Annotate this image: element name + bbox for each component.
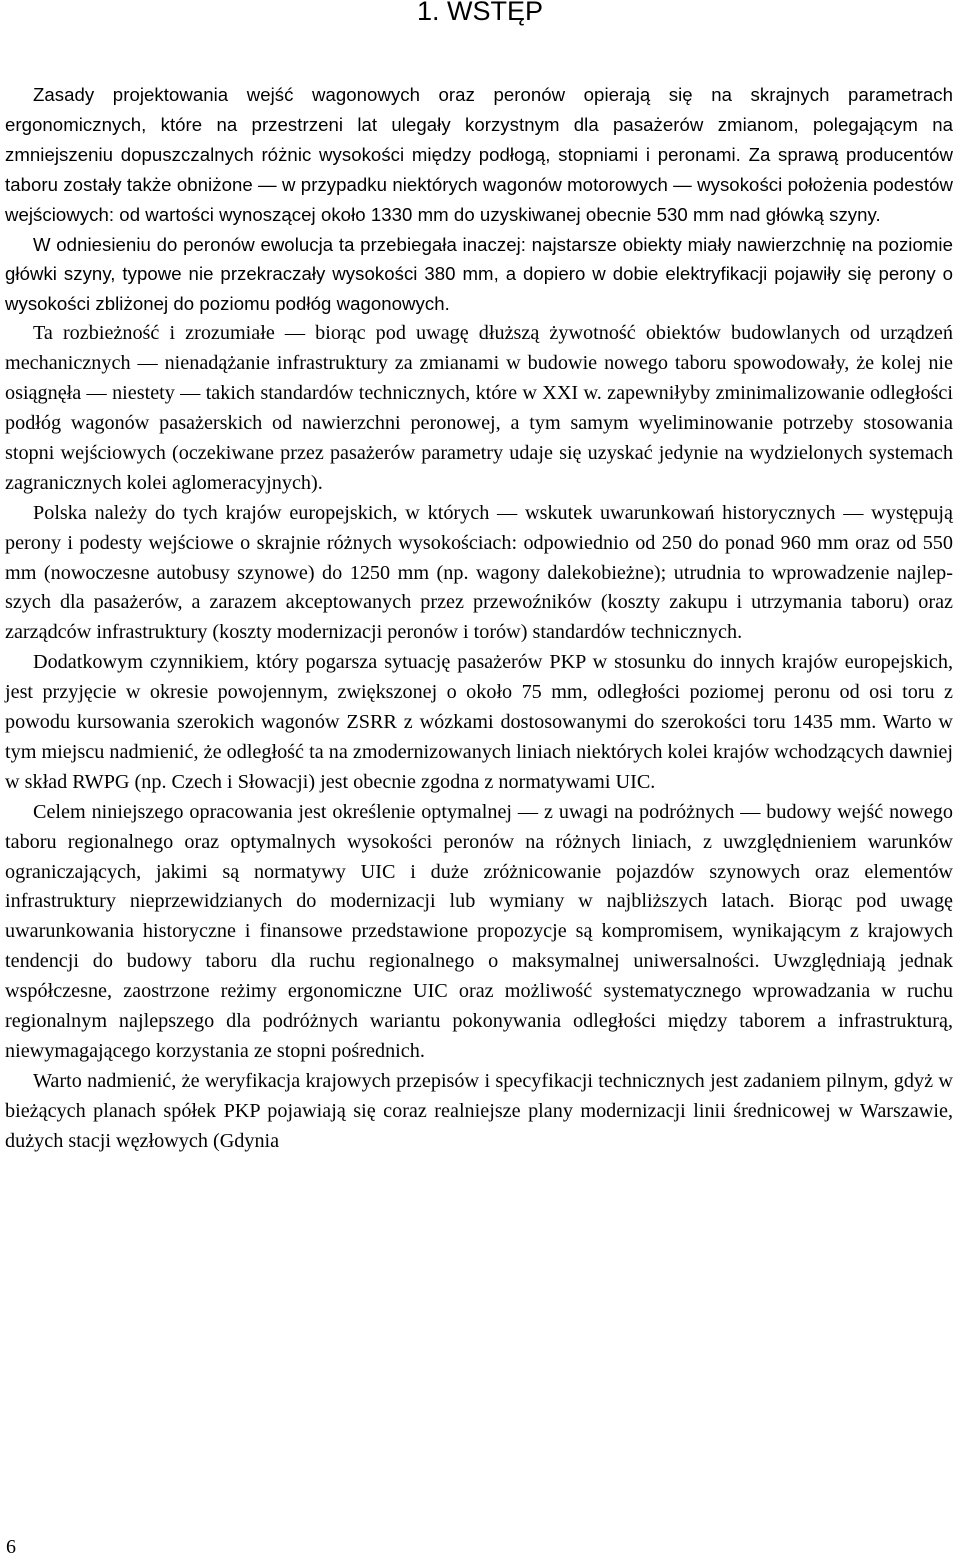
section-heading: 1. WSTĘP: [416, 0, 544, 26]
paragraph-1: Zasady projektowania wejść wagonowych oraz peronów opierają się na skrajnych parametrach ergonomicznych, które na przestrzeni lat ulegały korzystnym dla pasażerów zmianom, polegającym na zmniejszeniu dopuszczalnych różnic wysokości między podłogą, stopniami i peronami. Za sprawą producentów taboru zostały także obniżone — w przypadku niektórych wagonów motorowych — wysokości położenia podestów wejściowych: od wartości wynoszącej około 1330 mm do uzyskiwanej obecnie 530 mm nad główką szyny.: [5, 84, 953, 225]
paragraph-5: Dodatkowym czynnikiem, który pogarsza sytuację pasażerów PKP w stosunku do innych krajów europejskich, jest przyjęcie w okresie powojennym, zwiększonej o około 75 mm, odległości poziomej peronu od osi toru z powodu kursowania szerokich wagonów ZSRR z wózkami dostosowanymi do szerokości toru 1435 mm. Warto w tym miejscu nadmienić, że odległość ta na zmodernizowanych liniach niektórych kolei krajów wchodzących dawniej w skład RWPG (np. Czech i Słowacji) jest obecnie zgodna z normatywami UIC.: [5, 651, 953, 793]
paragraph-3: Ta rozbieżność i zrozumiałe — biorąc pod uwagę dłuższą żywotność obiektów budowlanych od urządzeń mechanicznych — nienadążanie infrastruktury za zmianami w budowie nowego taboru spowodowały, że kolej nie osiągnęła — niestety — takich standardów technicznych, które w XXI w. zapewniłyby zminimalizowanie odległości podłóg wagonów pasażerskich od nawierzchni peronowej, a tym samym wyeliminowanie potrzeby stosowania stopni wejściowych (oczekiwane przez pasażerów parametry udaje się uzyskać jedynie na wydzielonych systemach zagranicznych kolei aglomeracyjnych).: [5, 322, 953, 494]
paragraph-7: Warto nadmienić, że weryfikacja krajowych przepisów i specyfikacji technicznych jest zadaniem pilnym, gdyż w bieżących planach spółek PKP pojawiają się coraz realniejsze plany modernizacji linii średnicowej w Warszawie, dużych stacji węzłowych (Gdynia: [5, 1069, 953, 1152]
body-text: [5, 80, 953, 1157]
paragraph-4: Polska należy do tych krajów europejskich, w których — wskutek uwarunkowań historycznych — występują perony i podesty wejściowe o skrajnie różnych wysokościach: odpowiednio od 250 do ponad 960 mm oraz od 550 mm (nowoczesne autobusy szynowe) do 1250 mm (np. wagony dalekobieżne); utrudnia to wprowadzenie najlepszych dla pasażerów, a zarazem akceptowanych przez przewoźników (koszty zakupu i utrzymania taboru) oraz zarządców infrastruktury (koszty modernizacji peronów i torów) standardów technicznych.: [5, 501, 953, 644]
paragraph-6: Celem niniejszego opracowania jest określenie optymalnej — z uwagi na podróżnych — budowy wejść nowego taboru regionalnego oraz optymalnych wysokości peronów na różnych liniach, z uwzględnieniem warunków ograniczających, jakimi są normatywy UIC i duże zróżnicowanie pojazdów szynowych oraz elementów infrastruktury nieprzewidzianych do modernizacji lub wymiany w najbliższych latach. Biorąc pod uwagę uwarunkowania historyczne i finansowe przedstawione propozycje są kompromisem, wynikającym z krajowych tendencji do budowy taboru dla ruchu regionalnego o maksymalnej uniwersalności. Uwzględniają jednak współczesne, zaostrzone reżimy ergonomiczne UIC oraz możliwość systematycznego wprowadzania w ruchu regionalnym najlepszego dla podróżnych wariantu pokonywania odległości między taborem a infrastrukturą, niewymagającego korzystania ze stopni pośrednich.: [5, 800, 953, 1062]
paragraph-2: W odniesieniu do peronów ewolucja ta przebiegała inaczej: najstarsze obiekty miały nawierzchnię na poziomie główki szyny, typowe nie przekraczały wysokości 380 mm, a dopiero w dobie elektryfikacji pojawiły się perony o wysokości zbliżonej do poziomu podłóg wagonowych.: [5, 233, 953, 315]
page-number: 6: [6, 1536, 16, 1558]
